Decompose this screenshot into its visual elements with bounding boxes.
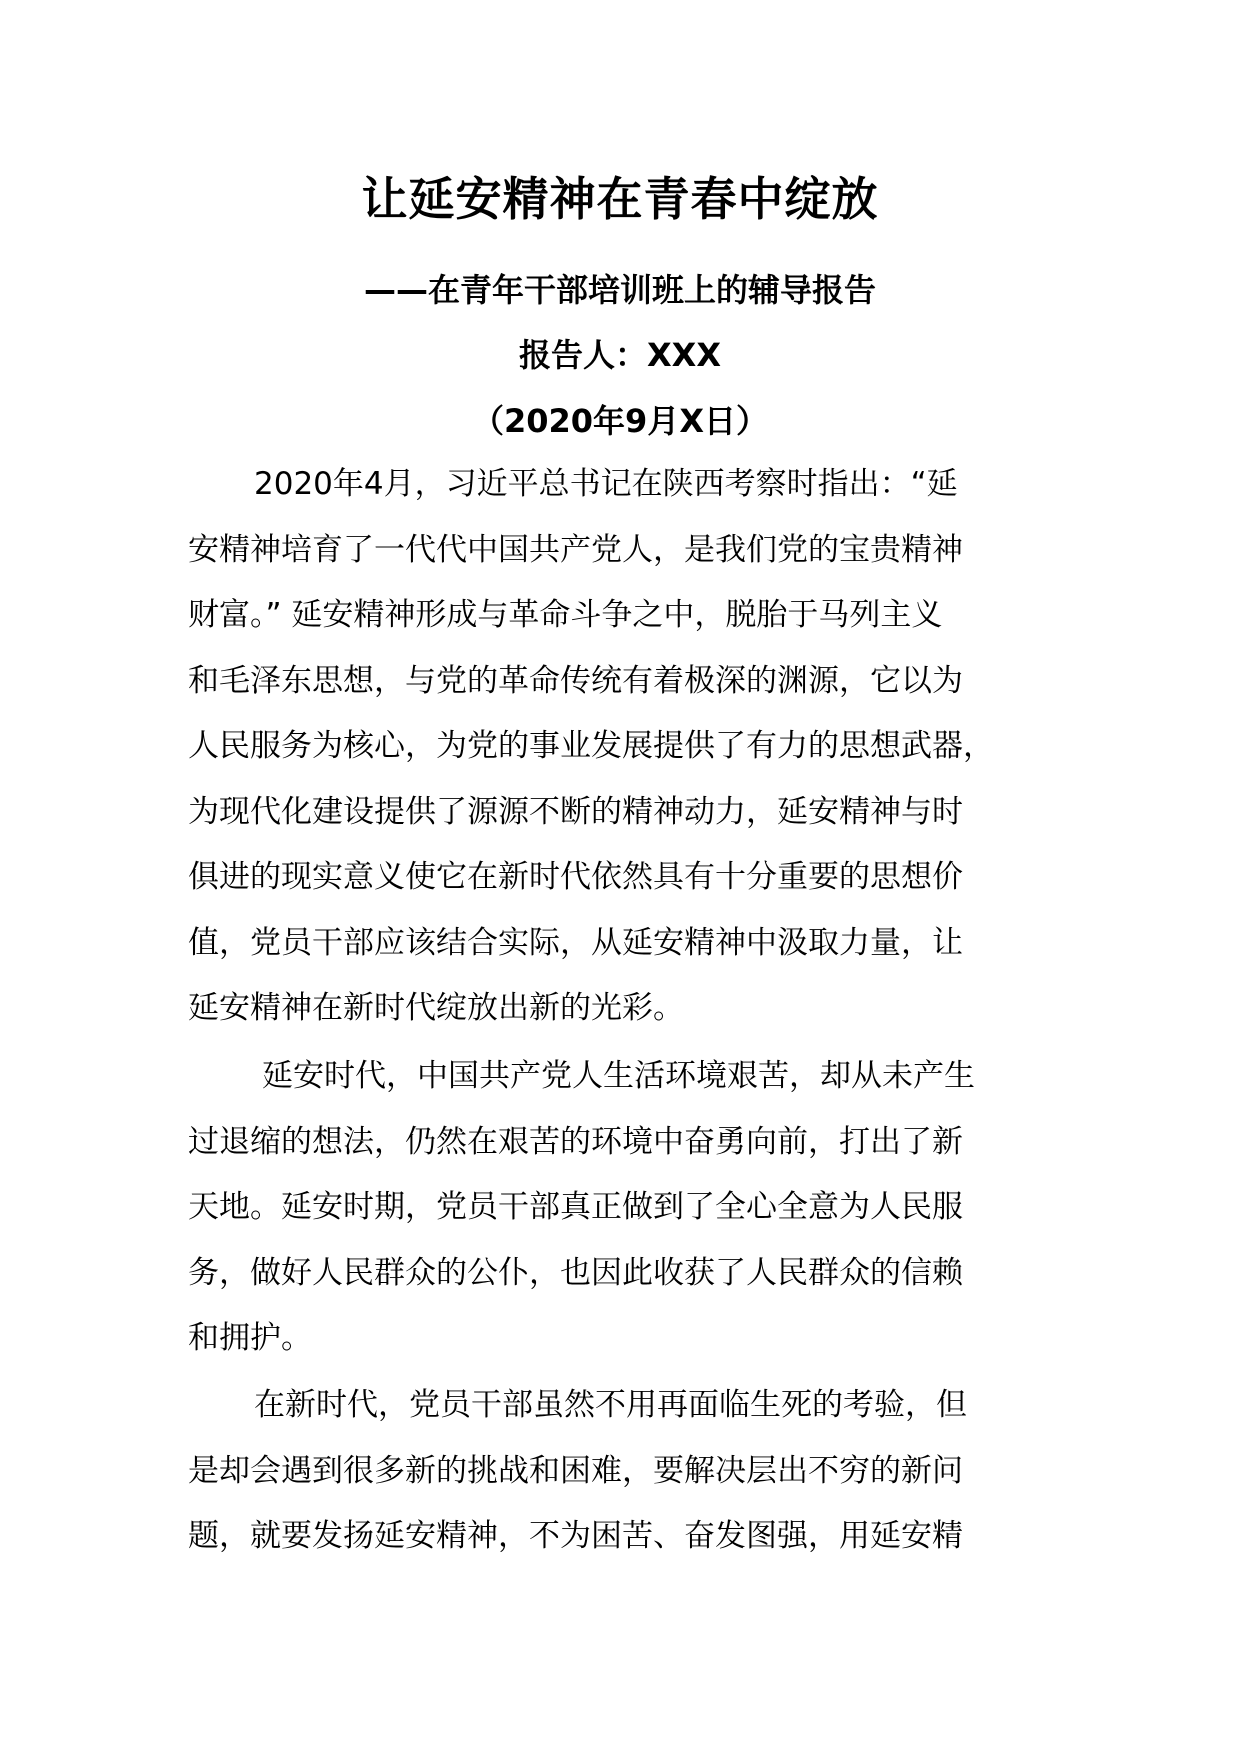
paragraph-line: 务，做好人民群众的公仆，也因此收获了人民群众的信赖 <box>188 1254 963 1291</box>
paragraph-1 <box>188 452 1048 1042</box>
paragraph-3 <box>188 1373 1048 1570</box>
date-line: （2020年9月X日） <box>471 402 768 440</box>
paragraph-line: 值，党员干部应该结合实际，从延安精神中汲取力量，让 <box>188 924 963 961</box>
paragraph-line: 天地。延安时期，党员干部真正做到了全心全意为人民服 <box>188 1189 963 1225</box>
paragraph-line: 人民服务为核心，为党的事业发展提供了有力的思想武器， <box>188 728 994 764</box>
paragraph-line: 题，就要发扬延安精神，不为困苦、奋发图强，用延安精 <box>188 1518 963 1554</box>
paragraph-line: 和拥护。 <box>188 1320 312 1356</box>
reporter-line: 报告人：XXX <box>518 336 722 374</box>
paragraph-line: 2020年4月，习近平总书记在陕西考察时指出：“延 <box>254 466 958 502</box>
paragraph-line: 和毛泽东思想，与党的革命传统有着极深的渊源，它以为 <box>188 662 963 699</box>
paragraph-line: 是却会遇到很多新的挑战和困难，要解决层出不穷的新问 <box>188 1452 963 1489</box>
document-subtitle: ——在青年干部培训班上的辅导报告 <box>363 271 876 309</box>
paragraph-line: 在新时代，党员干部虽然不用再面临生死的考验，但 <box>254 1387 967 1423</box>
paragraph-line: 延安时代，中国共产党人生活环境艰苦，却从未产生 <box>262 1058 975 1094</box>
paragraph-line: 过退缩的想法，仍然在艰苦的环境中奋勇向前，打出了新 <box>188 1123 963 1160</box>
paragraph-line: 为现代化建设提供了源源不断的精神动力，延安精神与时 <box>188 793 963 830</box>
document-title: 让延安精神在青春中绽放 <box>361 172 879 226</box>
paragraph-line: 延安精神在新时代绽放出新的光彩。 <box>188 990 684 1026</box>
paragraph-line: 财富。” 延安精神形成与革命斗争之中，脱胎于马列主义 <box>188 597 943 633</box>
paragraph-line: 安精神培育了一代代中国共产党人，是我们党的宝贵精神 <box>188 531 963 568</box>
paragraph-2 <box>188 1044 1048 1372</box>
paragraph-line: 俱进的现实意义使它在新时代依然具有十分重要的思想价 <box>188 859 963 895</box>
